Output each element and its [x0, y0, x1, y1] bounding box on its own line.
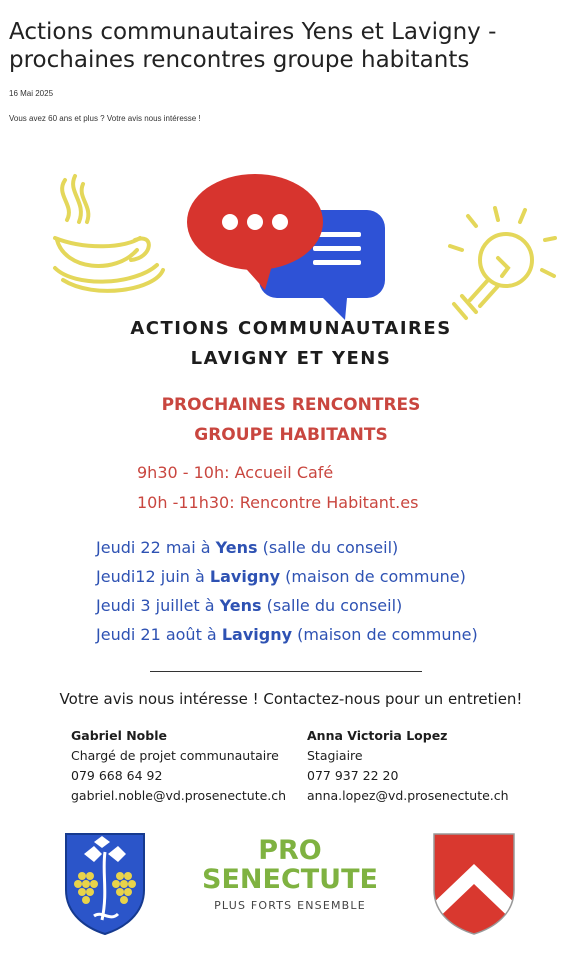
article-date: 16 Mai 2025 [9, 89, 54, 98]
meeting-item: Jeudi 21 août à Lavigny (maison de commune) [96, 625, 478, 644]
meeting-item: Jeudi 22 mai à Yens (salle du conseil) [96, 538, 399, 557]
contact-name: Gabriel Noble [71, 728, 167, 743]
meeting-item: Jeudi12 juin à Lavigny (maison de commune) [96, 567, 466, 586]
contact-role: Stagiaire [307, 748, 363, 763]
poster-heading-line2: LAVIGNY ET YENS [190, 348, 392, 369]
contact-name: Anna Victoria Lopez [307, 728, 448, 743]
logo-line1: PRO [258, 835, 322, 866]
call-to-action: Votre avis nous intéresse ! Contactez-nous pour un entretien! [59, 690, 523, 708]
lightbulb-icon [440, 200, 565, 325]
lavigny-coat-of-arms-icon [64, 832, 146, 936]
contact-role: Chargé de projet communautaire [71, 748, 279, 763]
contact-email: anna.lopez@vd.prosenectute.ch [307, 788, 509, 803]
contact-email: gabriel.noble@vd.prosenectute.ch [71, 788, 287, 803]
contact-card [307, 726, 509, 806]
article-title: Actions communautaires Yens et Lavigny - prochaines rencontres groupe habitants [9, 19, 497, 73]
poster-subheading-line1: PROCHAINES RENCONTRES [161, 395, 421, 415]
contact-phone: 077 937 22 20 [307, 768, 399, 783]
divider [150, 671, 422, 672]
pro-senectute-logo [200, 836, 380, 926]
poster-heading-line1: ACTIONS COMMUNAUTAIRES [130, 318, 452, 339]
logo-line2: SENECTUTE [202, 864, 378, 895]
poster-subheading-line2: GROUPE HABITANTS [194, 425, 388, 445]
speech-bubbles-icon [185, 170, 390, 320]
coffee-cup-icon [45, 170, 175, 300]
contact-phone: 079 668 64 92 [71, 768, 163, 783]
logo-tagline: PLUS FORTS ENSEMBLE [214, 899, 366, 912]
article-intro: Vous avez 60 ans et plus ? Votre avis nous intéresse ! [9, 114, 201, 123]
schedule-item: 10h -11h30: Rencontre Habitant.es [137, 493, 419, 512]
contact-card [71, 726, 286, 806]
meeting-item: Jeudi 3 juillet à Yens (salle du conseil) [96, 596, 403, 615]
schedule-item: 9h30 - 10h: Accueil Café [137, 463, 334, 482]
yens-coat-of-arms-icon [432, 832, 516, 936]
event-poster [0, 160, 582, 970]
